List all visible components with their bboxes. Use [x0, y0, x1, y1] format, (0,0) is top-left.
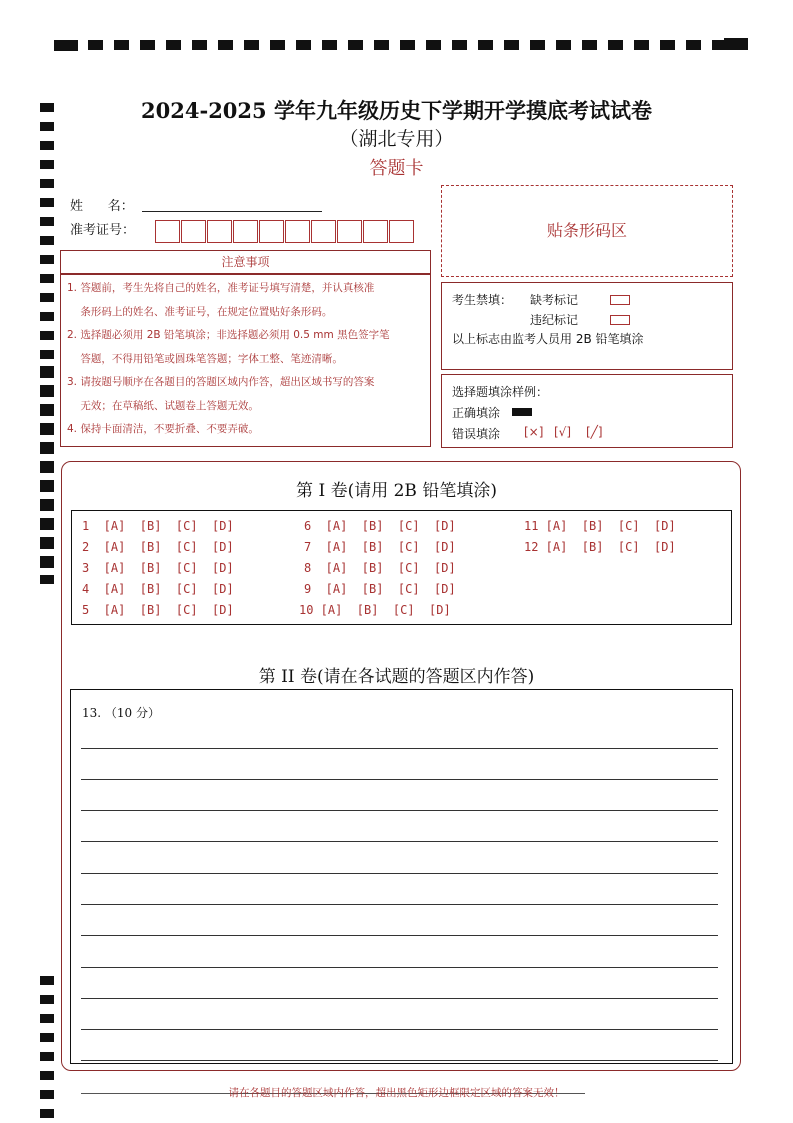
- question-row[interactable]: 6 [A] [B] [C] [D]: [304, 519, 456, 533]
- barcode-area: [441, 185, 733, 277]
- question-row[interactable]: 10 [A] [B] [C] [D]: [299, 603, 451, 617]
- absent-label: 缺考标记: [530, 293, 579, 307]
- question-row[interactable]: 3 [A] [B] [C] [D]: [82, 561, 234, 575]
- violation-mark-box[interactable]: [610, 315, 630, 325]
- question-row[interactable]: 5 [A] [B] [C] [D]: [82, 603, 234, 617]
- timing-mark: [40, 1014, 54, 1023]
- timing-mark: [40, 1071, 54, 1080]
- correct-label: 正确填涂: [452, 406, 501, 420]
- section2-box: [70, 689, 733, 1064]
- timing-mark: [40, 236, 54, 245]
- timing-mark: [40, 442, 54, 451]
- timing-mark: [40, 537, 54, 546]
- timing-mark: [40, 350, 54, 359]
- timing-mark: [40, 518, 54, 527]
- sample-box: [441, 374, 733, 448]
- wrong-mark: [×]: [524, 425, 544, 439]
- name-field[interactable]: [142, 211, 322, 212]
- question-row[interactable]: 2 [A] [B] [C] [D]: [82, 540, 234, 554]
- notes-box: [60, 274, 431, 447]
- timing-mark: [40, 293, 54, 302]
- timing-mark: [40, 1033, 54, 1042]
- timing-mark: [40, 274, 54, 283]
- timing-mark: [40, 461, 54, 470]
- timing-mark: [40, 575, 54, 584]
- timing-mark: [40, 556, 54, 565]
- page-title: 2024-2025 学年九年级历史下学期开学摸底考试试卷: [141, 98, 652, 123]
- wrong-label: 错误填涂: [452, 427, 501, 441]
- notes-title-box: [60, 250, 431, 274]
- note-line: 1. 答题前，考生先将自己的姓名，准考证号填写清楚，并认真核准: [67, 282, 375, 294]
- question-row[interactable]: 11 [A] [B] [C] [D]: [524, 519, 676, 533]
- note-line: 无效；在草稿纸、试题卷上答题无效。: [67, 399, 259, 412]
- section1-title: 第 I 卷(请用 2B 铅笔填涂): [296, 481, 497, 501]
- forbidden-box: [441, 282, 733, 370]
- violation-label: 违纪标记: [530, 313, 579, 327]
- note-line: 条形码上的姓名、准考证号，在规定位置贴好条形码。: [67, 305, 333, 318]
- question-row[interactable]: 8 [A] [B] [C] [D]: [304, 561, 456, 575]
- absent-mark-box[interactable]: [610, 295, 630, 305]
- question-row[interactable]: 1 [A] [B] [C] [D]: [82, 519, 234, 533]
- exam-id-label: 准考证号：: [70, 223, 136, 238]
- note-line: 3. 请按题号顺序在各题目的答题区域内作答，超出区域书写的答案: [67, 376, 375, 388]
- forbidden-note: 以上标志由监考人员用 2B 铅笔填涂: [452, 332, 644, 346]
- timing-mark: [40, 1052, 54, 1061]
- sample-title: 选择题填涂样例：: [452, 385, 549, 399]
- forbidden-label: 考生禁填：: [452, 293, 513, 307]
- note-line: 2. 选择题必须用 2B 铅笔填涂；非选择题必须用 0.5 mm 黑色签字笔: [67, 329, 390, 341]
- timing-mark: [40, 331, 54, 340]
- name-label: 姓 名：: [70, 199, 134, 214]
- correct-fill-mark: [512, 408, 532, 416]
- timing-mark: [40, 217, 54, 226]
- timing-mark: [40, 385, 54, 394]
- timing-mark: [40, 179, 54, 188]
- timing-mark: [40, 423, 54, 432]
- note-line: 4. 保持卡面清洁，不要折叠、不要弄破。: [67, 423, 259, 435]
- question-row[interactable]: 12 [A] [B] [C] [D]: [524, 540, 676, 554]
- timing-mark: [40, 404, 54, 413]
- timing-mark: [40, 255, 54, 264]
- question-row[interactable]: 4 [A] [B] [C] [D]: [82, 582, 234, 596]
- timing-mark: [40, 366, 54, 375]
- timing-mark: [40, 312, 54, 321]
- note-line: 答题，不得用铅笔或圆珠笔答题；字体工整、笔迹清晰。: [67, 352, 343, 365]
- page-subtitle: （湖北专用）: [339, 128, 454, 150]
- barcode-label: 贴条形码区: [546, 221, 627, 240]
- section2-title: 第 II 卷(请在各试题的答题区内作答): [258, 667, 535, 687]
- wrong-mark: [╱]: [586, 425, 603, 439]
- timing-mark: [40, 1109, 54, 1118]
- card-label: 答题卡: [369, 158, 424, 179]
- timing-mark: [40, 976, 54, 985]
- wrong-mark: [√]: [554, 425, 572, 439]
- timing-mark: [40, 995, 54, 1004]
- question-row[interactable]: 7 [A] [B] [C] [D]: [304, 540, 456, 554]
- question-13-label: 13. （10 分）: [82, 706, 160, 720]
- question-row[interactable]: 9 [A] [B] [C] [D]: [304, 582, 456, 596]
- footer-warning: 请在各题目的答题区域内作答，超出黑色矩形边框限定区域的答案无效！: [228, 1087, 565, 1099]
- timing-mark: [40, 198, 54, 207]
- notes-title: 注意事项: [221, 255, 270, 269]
